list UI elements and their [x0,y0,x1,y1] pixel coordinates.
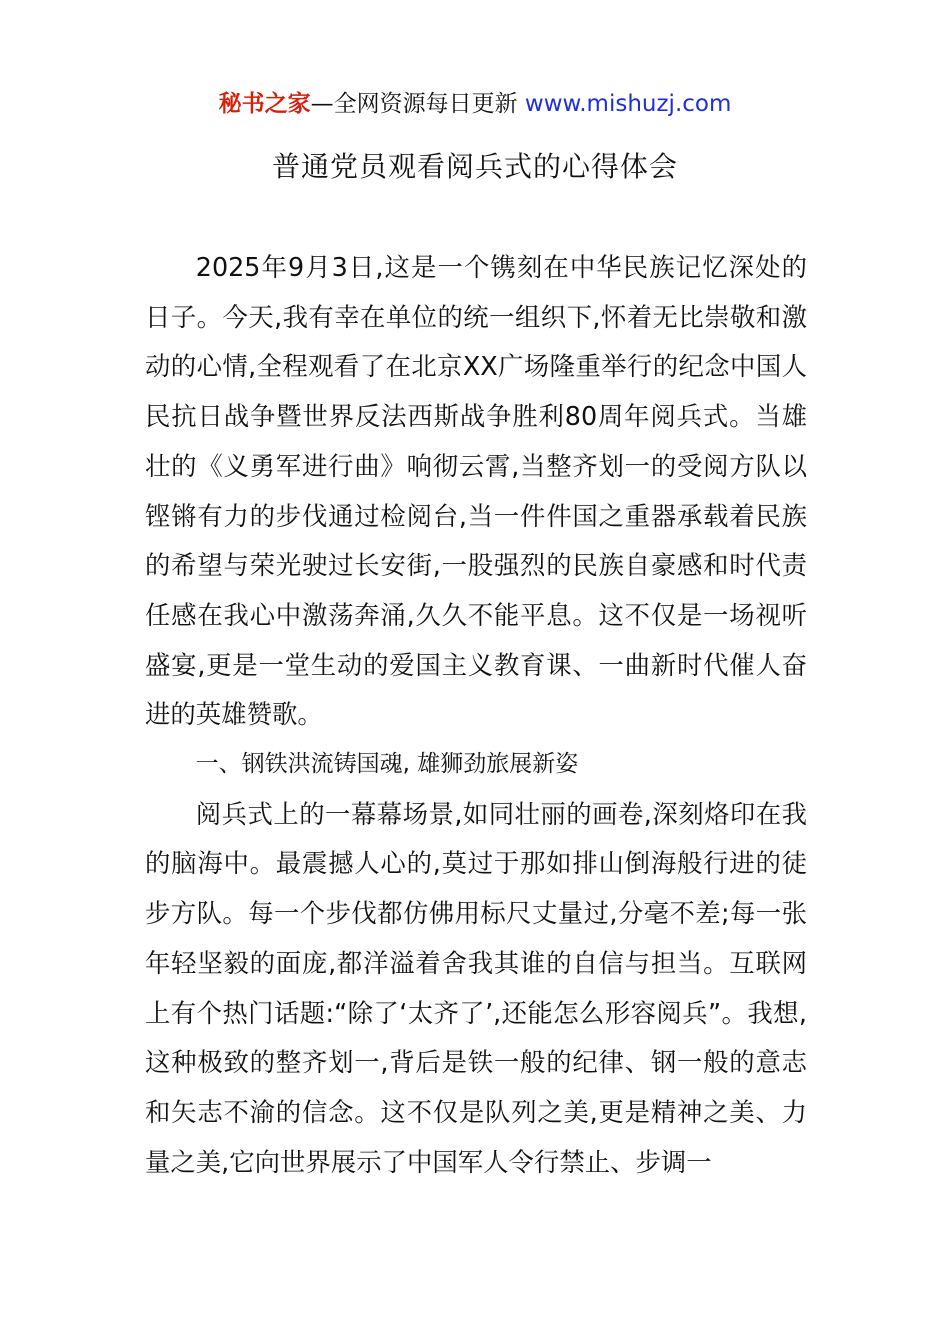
site-slogan: 全网资源每日更新 [333,91,518,117]
paragraph-section-1: 阅兵式上的一幕幕场景,如同壮丽的画卷,深刻烙印在我的脑海中。最震撼人心的,莫过于那如排山倒海般行进的徒步方队。每一个步伐都仿佛用标尺丈量过,分毫不差;每一张年轻坚毅的面庞,都洋溢着舍我其谁的自信与担当。互联网上有个热门话题:“除了‘太齐了’,还能怎么形容阅兵”。我想,这种极致的整齐划一,背后是铁一般的纪律、钢一般的意志和矢志不渝的信念。这不仅是队列之美,更是精神之美、力量之美,它向世界展示了中国军人令行禁止、步调一 [145,798,807,1177]
document-body [145,243,807,1187]
document-title: 普通党员观看阅兵式的心得体会 [271,150,678,183]
header-dash: — [310,91,334,117]
site-url-link[interactable]: www.mishuzj.com [524,91,732,117]
site-header [0,88,950,120]
site-brand: 秘书之家 [218,91,311,117]
section-heading-1: 一、钢铁洪流铸国魂, 雄狮劲旅展新姿 [195,751,579,778]
paragraph-intro: 2025年9月3日,这是一个镌刻在中华民族记忆深处的日子。今天,我有幸在单位的统一组织下,怀着无比崇敬和激动的心情,全程观看了在北京XX广场隆重举行的纪念中国人民抗日战争暨世界反法西斯战争胜利80周年阅兵式。当雄壮的《义勇军进行曲》响彻云霄,当整齐划一的受阅方队以铿锵有力的步伐通过检阅台,当一件件国之重器承载着民族的希望与荣光驶过长安街,一股强烈的民族自豪感和时代责任感在我心中激荡奔涌,久久不能平息。这不仅是一场视听盛宴,更是一堂生动的爱国主义教育课、一曲新时代催人奋进的英雄赞歌。 [145,252,807,730]
